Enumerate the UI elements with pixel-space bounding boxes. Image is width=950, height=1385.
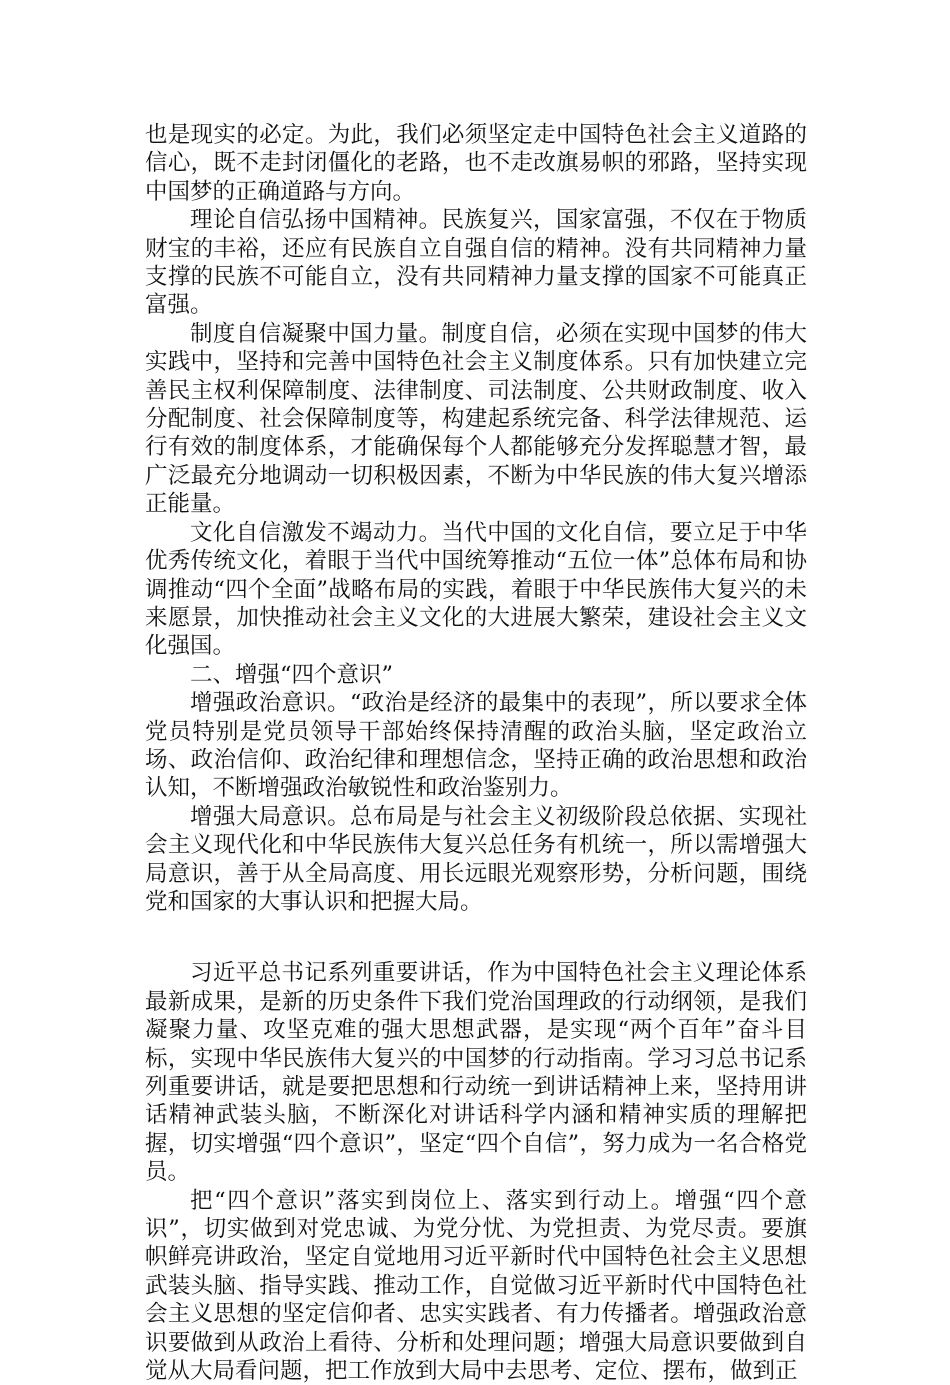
document-body [145, 121, 807, 1385]
paragraph-institution-confidence: 制度自信凝聚中国力量。制度自信，必须在实现中国梦的伟大实践中，坚持和完善中国特色社会主义制度体系。只有加快建立完善民主权利保障制度、法律制度、司法制度、公共财政制度、收入分配制度、社会保障制度等，构建起系统完备、科学法律规范、运行有效的制度体系，才能确保每个人都能够充分发挥聪慧才智，最广泛最充分地调动一切积极因素，不断为中华民族的伟大复兴增添正能量。 [145, 320, 807, 518]
paragraph-overall-consciousness: 增强大局意识。总布局是与社会主义初级阶段总依据、实现社会主义现代化和中华民族伟大复兴总任务有机统一，所以需增强大局意识，善于从全局高度、用长远眼光观察形势，分析问题，围绕党和国家的大事认识和把握大局。 [145, 803, 807, 915]
paragraph-continued: 也是现实的必定。为此，我们必须坚定走中国特色社会主义道路的信心，既不走封闭僵化的老路，也不走改旗易帜的邪路，坚持实现中国梦的正确道路与方向。 [145, 122, 807, 205]
paragraph-speech-study: 习近平总书记系列重要讲话，作为中国特色社会主义理论体系最新成果，是新的历史条件下我们党治国理政的行动纲领，是我们凝聚力量、攻坚克难的强大思想武器，是实现“两个百年”奋斗目标，实现中华民族伟大复兴的中国梦的行动指南。学习习总书记系列重要讲话，就是要把思想和行动统一到讲话精神上来，坚持用讲话精神武装头脑，不断深化对讲话科学内涵和精神实质的理解把握，切实增强“四个意识”，坚定“四个自信”，努力成为一名合格党员。 [145, 960, 807, 1186]
paragraph-political-consciousness: 增强政治意识。“政治是经济的最集中的表现”，所以要求全体党员特别是党员领导干部始终保持清醒的政治头脑，坚定政治立场、政治信仰、政治纪律和理想信念，坚持正确的政治思想和政治认知，不断增强政治敏锐性和政治鉴别力。 [145, 690, 807, 802]
section-heading-four-consciousness: 二、增强“四个意识” [190, 661, 394, 688]
paragraph-theory-confidence: 理论自信弘扬中国精神。民族复兴，国家富强，不仅在于物质财宝的丰裕，还应有民族自立自强自信的精神。没有共同精神力量支撑的民族不可能自立，没有共同精神力量支撑的国家不可能真正富强。 [145, 207, 807, 319]
blank-line [145, 916, 807, 959]
paragraph-culture-confidence: 文化自信激发不竭动力。当代中国的文化自信，要立足于中华优秀传统文化，着眼于当代中国统筹推动“五位一体”总体布局和协调推动“四个全面”战略布局的实践，着眼于中华民族伟大复兴的未来愿景，加快推动社会主义文化的大进展大繁荣，建设社会主义文化强国。 [145, 519, 807, 660]
paragraph-implementation: 把“四个意识”落实到岗位上、落实到行动上。增强“四个意识”，切实做到对党忠诚、为党分忧、为党担责、为党尽责。要旗帜鲜亮讲政治，坚定自觉地用习近平新时代中国特色社会主义思想武装头脑、指导实践、推动工作，自觉做习近平新时代中国特色社会主义思想的坚定信仰者、忠实实践者、有力传播者。增强政治意识要做到从政治上看待、分析和处理问题；增强大局意识要做到自觉从大局看问题，把工作放到大局中去思考、定位、摆布，做到正 [145, 1187, 807, 1385]
